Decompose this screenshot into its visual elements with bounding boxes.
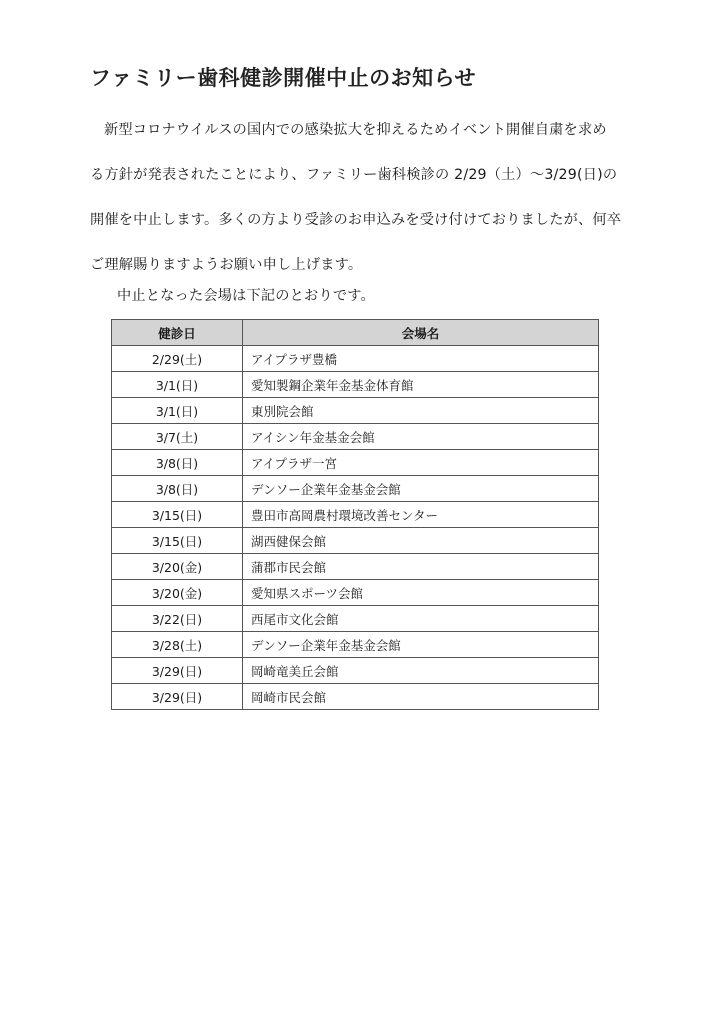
exam-date-cell: 3/15(日)	[112, 528, 243, 554]
paragraph-line: 開催を中止します。多くの方より受診のお申込みを受け付けておりましたが、何卒	[90, 212, 622, 228]
table-row	[112, 450, 599, 476]
header-venue: 会場名	[243, 320, 599, 346]
exam-date-cell: 3/1(日)	[112, 372, 243, 398]
paragraph-line: 新型コロナウイルスの国内での感染拡大を抑えるためイベント開催自粛を求め	[104, 122, 607, 138]
venue-name-cell: 東別院会館	[243, 398, 599, 424]
exam-date-cell: 3/22(日)	[112, 606, 243, 632]
header-date: 健診日	[112, 320, 243, 346]
table-row	[112, 424, 599, 450]
venue-name-cell: デンソー企業年金基金会館	[243, 632, 599, 658]
venue-name-cell: 西尾市文化会館	[243, 606, 599, 632]
table-row	[112, 554, 599, 580]
table-row	[112, 372, 599, 398]
exam-date-cell: 3/8(日)	[112, 476, 243, 502]
exam-date-cell: 3/8(日)	[112, 450, 243, 476]
venue-name-cell: 岡崎竜美丘会館	[243, 658, 599, 684]
table-row	[112, 580, 599, 606]
table-row	[112, 632, 599, 658]
document-title: ファミリー歯科健診開催中止のお知らせ	[90, 66, 476, 90]
paragraph-line: ご理解賜りますようお願い申し上げます。	[90, 257, 363, 273]
venue-name-cell: 湖西健保会館	[243, 528, 599, 554]
venue-name-cell: 愛知製鋼企業年金基金体育館	[243, 372, 599, 398]
exam-date-cell: 3/1(日)	[112, 398, 243, 424]
exam-date-cell: 3/28(土)	[112, 632, 243, 658]
venue-name-cell: アイプラザ一宮	[243, 450, 599, 476]
exam-date-cell: 2/29(土)	[112, 346, 243, 372]
notice-paragraph	[90, 108, 650, 288]
table-row	[112, 476, 599, 502]
venue-name-cell: アイプラザ豊橋	[243, 346, 599, 372]
venue-name-cell: 蒲郡市民会館	[243, 554, 599, 580]
exam-date-cell: 3/20(金)	[112, 554, 243, 580]
table-row	[112, 502, 599, 528]
cancelled-venues-table	[111, 319, 599, 710]
table-row	[112, 606, 599, 632]
venue-name-cell: デンソー企業年金基金会館	[243, 476, 599, 502]
venue-name-cell: 愛知県スポーツ会館	[243, 580, 599, 606]
venue-name-cell: アイシン年金基金会館	[243, 424, 599, 450]
venue-name-cell: 豊田市高岡農村環境改善センター	[243, 502, 599, 528]
table-body	[112, 346, 599, 710]
table-row	[112, 398, 599, 424]
table-row	[112, 528, 599, 554]
exam-date-cell: 3/15(日)	[112, 502, 243, 528]
paragraph-line: る方針が発表されたことにより、ファミリー歯科検診の 2/29（土）～3/29(日)の	[90, 167, 618, 183]
venue-list-intro: 中止となった会場は下記のとおりです。	[117, 288, 375, 304]
table-header-row	[112, 320, 599, 346]
exam-date-cell: 3/7(土)	[112, 424, 243, 450]
exam-date-cell: 3/20(金)	[112, 580, 243, 606]
table-row	[112, 658, 599, 684]
table-row	[112, 684, 599, 710]
exam-date-cell: 3/29(日)	[112, 658, 243, 684]
table-row	[112, 346, 599, 372]
venue-name-cell: 岡崎市民会館	[243, 684, 599, 710]
exam-date-cell: 3/29(日)	[112, 684, 243, 710]
